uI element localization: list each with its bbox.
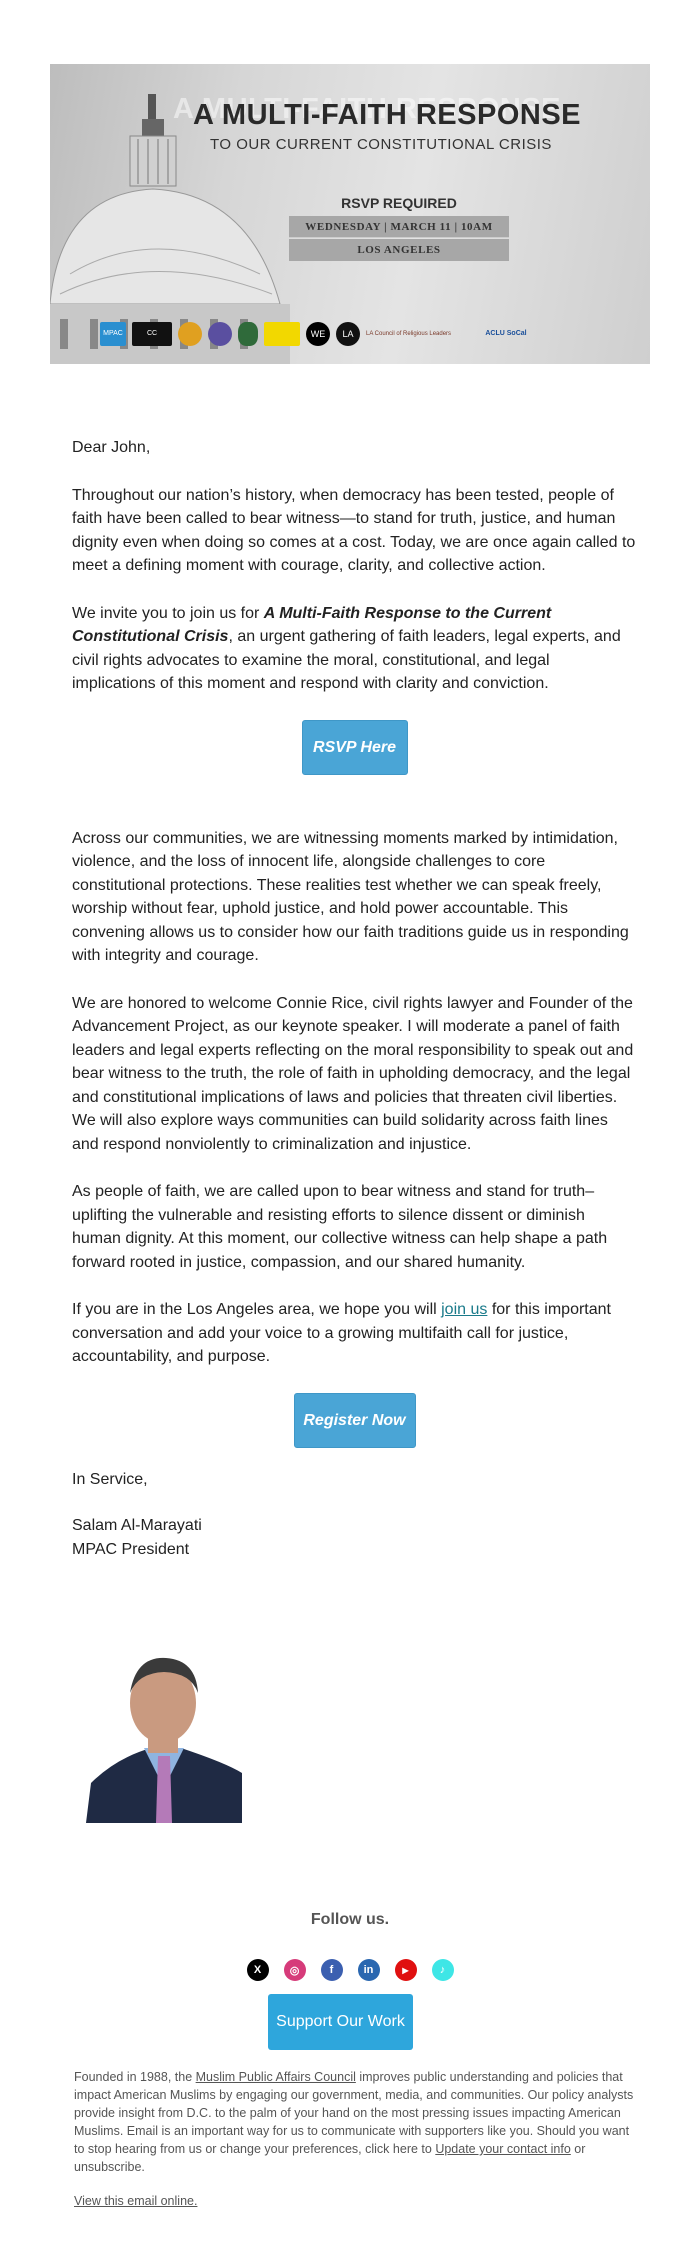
update-contact-link[interactable]: Update your contact info (435, 2142, 571, 2156)
closing: In Service, (72, 1470, 148, 1488)
signer-name: Salam Al-Marayati (72, 1517, 202, 1534)
text: improves public understanding and policies that impact American Muslims by engaging our government, media, and communities. Our policy analysts provide insight from D.C. to the palm of your hand on the most pressing issues impacting American Muslims. Email is an important way for us to communicate with supporters like you. Should you want to stop hearing from us or change your preferences, click here to (74, 2070, 634, 2156)
follow-us-heading: Follow us. (310, 1911, 390, 1928)
aclu-logo: ACLU SoCal (485, 330, 527, 337)
la-logo: LA (336, 322, 360, 346)
text: Founded in 1988, the (74, 2070, 196, 2084)
youtube-icon[interactable]: ▶ (395, 1959, 417, 1981)
paragraph: We are honored to welcome Connie Rice, civil rights lawyer and Founder of the Advancement Project, as our keynote speaker. I will moderate a panel of faith leaders and legal experts reflecting on the moral responsibility to speak out and bear witness to the truth, the role of faith in upholding democracy, and the legal and constitutional implications of laws and policies that threaten civil liberties. We will also explore ways communities can build solidarity across faith lines and respond nonviolently to criminalization and injustice. (72, 994, 634, 1153)
event-banner[interactable] (50, 64, 650, 364)
partner-logo (238, 322, 258, 346)
facebook-icon[interactable]: f (321, 1959, 343, 1981)
view-online-link[interactable]: View this email online. (74, 2194, 198, 2208)
rsvp-button[interactable]: RSVP Here (302, 720, 408, 775)
partner-logo (178, 322, 202, 346)
join-us-link[interactable]: join us (441, 1301, 488, 1318)
x-icon[interactable]: X (247, 1959, 269, 1981)
mpac-logo: MPAC (100, 322, 126, 346)
banner-subtitle: TO OUR CURRENT CONSTITUTIONAL CRISIS (210, 136, 552, 153)
paragraph: Across our communities, we are witnessing moments marked by intimidation, violence, and the loss of innocent life, alongside challenges to core constitutional protections. These realities test whether we can speak freely, worship without fear, uphold justice, and hold power accountable. This convening allows us to consider how our faith traditions guide us in responding with integrity and courage. (72, 829, 629, 964)
linkedin-icon[interactable]: in (358, 1959, 380, 1981)
text: , an urgent gathering of faith leaders, legal experts, and civil rights advocates to examine the moral, constitutional, and legal implications of this moment and respond with clarity and conviction. (72, 628, 621, 692)
event-date: WEDNESDAY | MARCH 11 | 10AM (289, 216, 509, 238)
text: for this important conversation and add your voice to a growing multifaith call for justice, accountability, and purpose. (72, 1301, 611, 1365)
partner-logo (208, 322, 232, 346)
partner-logos (100, 322, 528, 346)
social-links (0, 1959, 700, 1981)
event-name: A Multi-Faith Response to the Current Constitutional Crisis (72, 604, 552, 645)
paragraph (72, 602, 637, 696)
footer-about (74, 2068, 634, 2176)
rsvp-required-label: RSVP REQUIRED (341, 195, 457, 211)
register-now-button[interactable]: Register Now (294, 1393, 416, 1448)
cc-logo: CC (132, 322, 172, 346)
la-council-logo: LA Council of Religious Leaders (366, 331, 452, 337)
signer-title: MPAC President (72, 1540, 190, 1558)
event-location: LOS ANGELES (289, 239, 509, 261)
paragraph: Throughout our nation’s history, when democracy has been tested, people of faith have been called to bear witness—to stand for truth, justice, and human dignity even when doing so comes at a cost. Today, we are once again called to meet a defining moment with courage, clarity, and collective action. (72, 486, 636, 574)
tiktok-icon[interactable]: ♪ (432, 1959, 454, 1981)
text: If you are in the Los Angeles area, we hope you will (72, 1301, 442, 1318)
support-our-work-button[interactable]: Support Our Work (268, 1994, 413, 2050)
we-logo: WE (306, 322, 330, 346)
instagram-icon[interactable]: ◎ (284, 1959, 306, 1981)
president-photo (86, 1648, 242, 1823)
text: We invite you to join us for (72, 604, 264, 622)
signature (72, 1468, 637, 1562)
mpac-link[interactable]: Muslim Public Affairs Council (195, 2070, 356, 2084)
partner-logo (264, 322, 300, 346)
text: or unsubscribe. (74, 2142, 586, 2174)
banner-title: A MULTI-FAITH RESPONSE (193, 99, 581, 131)
greeting: Dear John, (72, 439, 151, 456)
letter-body (72, 436, 637, 1561)
paragraph (72, 1298, 637, 1369)
paragraph: As people of faith, we are called upon to bear witness and stand for truth–uplifting the vulnerable and resisting efforts to silence dissent or diminish human dignity. At this moment, our collective witness can help shape a path forward rooted in justice, compassion, and our shared humanity. (72, 1183, 608, 1271)
